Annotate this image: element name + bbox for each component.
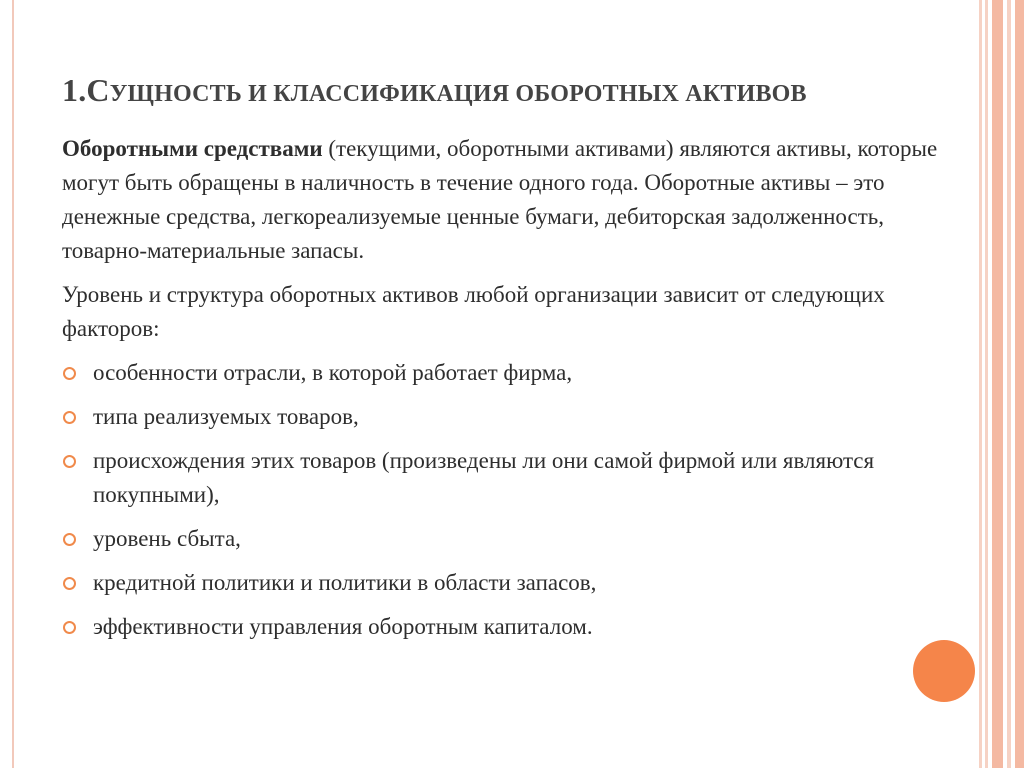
list-item-text: кредитной политики и политики в области запасов,	[93, 570, 597, 595]
list-item	[62, 444, 942, 512]
ring-bullet-icon	[63, 367, 76, 380]
ring-bullet-icon	[63, 455, 76, 468]
right-stripe	[1015, 0, 1024, 768]
definition-term: Оборотными средствами	[62, 136, 323, 161]
list-item-text: особенности отрасли, в которой работает фирма,	[93, 360, 573, 385]
list-item-text: уровень сбыта,	[93, 526, 241, 551]
slide-title	[62, 72, 807, 109]
list-item-text: происхождения этих товаров (произведены ли они самой фирмой или являются покупными),	[93, 448, 875, 507]
right-stripe	[1007, 0, 1011, 768]
factors-list	[62, 356, 942, 644]
factors-intro: Уровень и структура оборотных активов любой организации зависит от следующих факторов:	[62, 282, 885, 341]
list-item	[62, 566, 942, 600]
ring-bullet-icon	[63, 577, 76, 590]
title-rest: УЩНОСТЬ И КЛАССИФИКАЦИЯ ОБОРОТНЫХ АКТИВОВ	[109, 81, 807, 107]
right-stripe	[979, 0, 982, 768]
list-item-text: эффективности управления оборотным капиталом.	[93, 614, 593, 639]
left-border-rule	[12, 0, 14, 768]
list-item	[62, 356, 942, 390]
list-item-text: типа реализуемых товаров,	[93, 404, 359, 429]
title-lead: 1.С	[62, 72, 110, 108]
decorative-circle	[913, 640, 975, 702]
definition-body: (текущими, оборотными активами) являются активы, которые могут быть обращены в наличность в течение одного года. Оборотные активы – это денежные средства, легкореализуемые ценные бумаги, дебиторская задолженность, товарно-материальные запасы.	[62, 136, 938, 263]
slide-content	[62, 132, 942, 654]
ring-bullet-icon	[63, 533, 76, 546]
definition-paragraph	[62, 132, 942, 268]
list-item	[62, 400, 942, 434]
list-item	[62, 610, 942, 644]
ring-bullet-icon	[63, 621, 76, 634]
right-stripe	[985, 0, 988, 768]
right-stripe	[992, 0, 1003, 768]
list-item	[62, 522, 942, 556]
ring-bullet-icon	[63, 411, 76, 424]
